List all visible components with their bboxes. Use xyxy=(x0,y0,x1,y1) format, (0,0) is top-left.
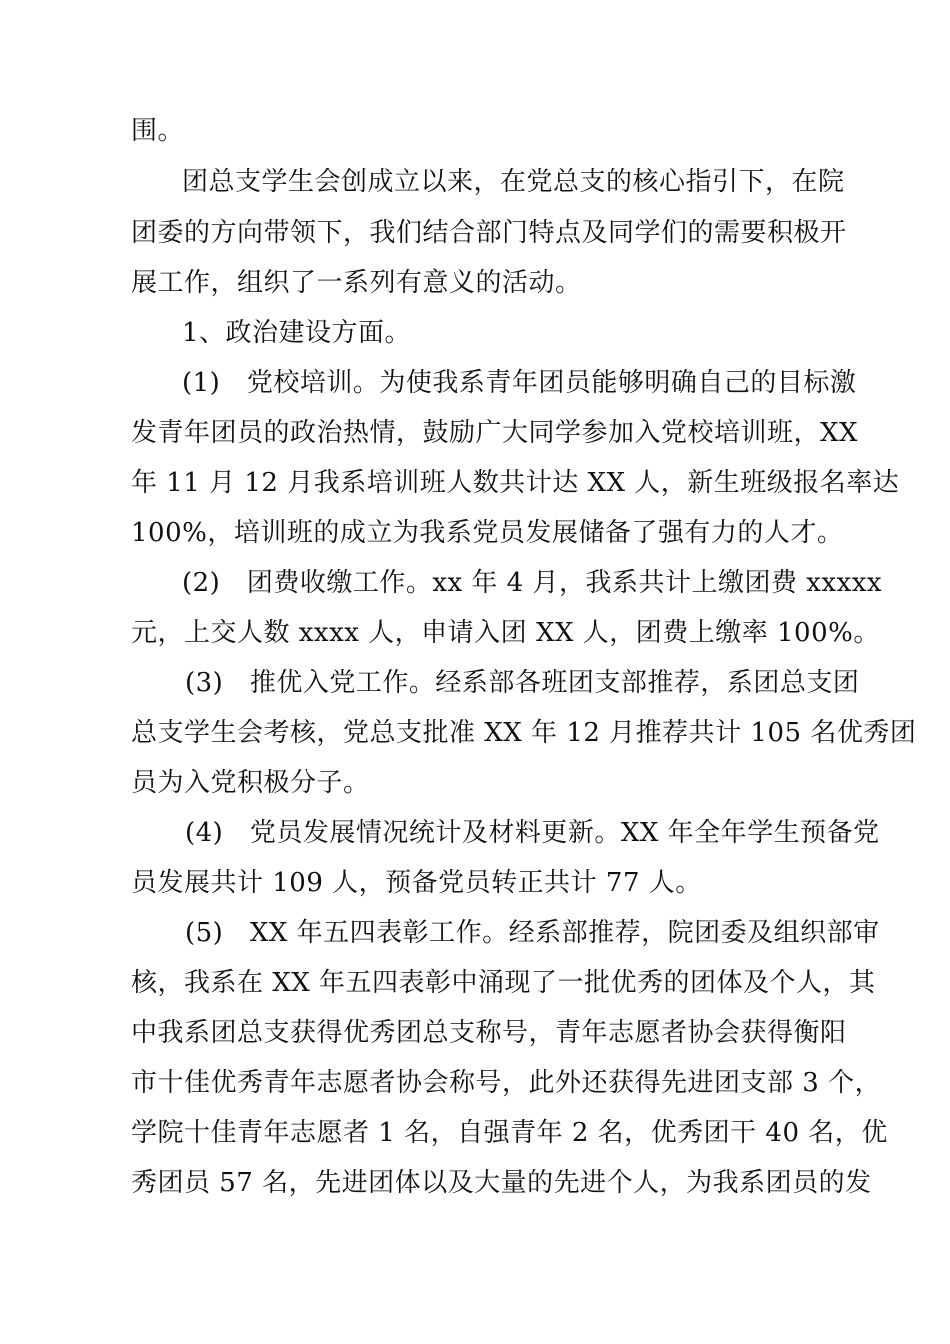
text-line-2: 团总支学生会创成立以来，在党总支的核心指引下，在院 xyxy=(182,167,845,197)
text-line-10: (2) 团费收缴工作。xx 年 4 月，我系共计上缴团费 xxxxx xyxy=(182,568,883,598)
text-line-6: (1) 党校培训。为使我系青年团员能够明确自己的目标激 xyxy=(182,368,857,398)
text-line-15: (4) 党员发展情况统计及材料更新。XX 年全年学生预备党 xyxy=(185,818,880,848)
text-line-4: 展工作，组织了一系列有意义的活动。 xyxy=(131,268,582,298)
text-line-21: 学院十佳青年志愿者 1 名，自强青年 2 名，优秀团干 40 名，优 xyxy=(131,1118,888,1148)
text-line-5: 1、政治建设方面。 xyxy=(182,318,412,348)
text-line-22: 秀团员 57 名，先进团体以及大量的先进个人，为我系团员的发 xyxy=(131,1168,872,1198)
text-line-14: 员为入党积极分子。 xyxy=(131,768,370,798)
text-line-7: 发青年团员的政治热情，鼓励广大同学参加入党校培训班，XX xyxy=(131,418,859,448)
text-line-19: 中我系团总支获得优秀团总支称号，青年志愿者协会获得衡阳 xyxy=(131,1018,847,1048)
text-line-18: 核，我系在 XX 年五四表彰中涌现了一批优秀的团体及个人，其 xyxy=(131,968,876,998)
text-line-20: 市十佳优秀青年志愿者协会称号，此外还获得先进团支部 3 个， xyxy=(131,1068,882,1098)
text-line-17: (5) XX 年五四表彰工作。经系部推荐，院团委及组织部审 xyxy=(185,918,880,948)
text-line-13: 总支学生会考核，党总支批准 XX 年 12 月推荐共计 105 名优秀团 xyxy=(131,718,917,748)
text-line-11: 元，上交人数 xxxx 人，申请入团 XX 人，团费上缴率 100%。 xyxy=(131,618,880,648)
text-line-8: 年 11 月 12 月我系培训班人数共计达 XX 人，新生班级报名率达 xyxy=(131,468,900,498)
text-line-16: 员发展共计 109 人，预备党员转正共计 77 人。 xyxy=(131,868,702,898)
text-line-3: 团委的方向带领下，我们结合部门特点及同学们的需要积极开 xyxy=(131,218,847,248)
text-line-12: (3) 推优入党工作。经系部各班团支部推荐，系团总支团 xyxy=(185,668,860,698)
text-line-1: 围。 xyxy=(131,116,185,146)
text-line-9: 100%，培训班的成立为我系党员发展储备了强有力的人才。 xyxy=(131,518,844,548)
